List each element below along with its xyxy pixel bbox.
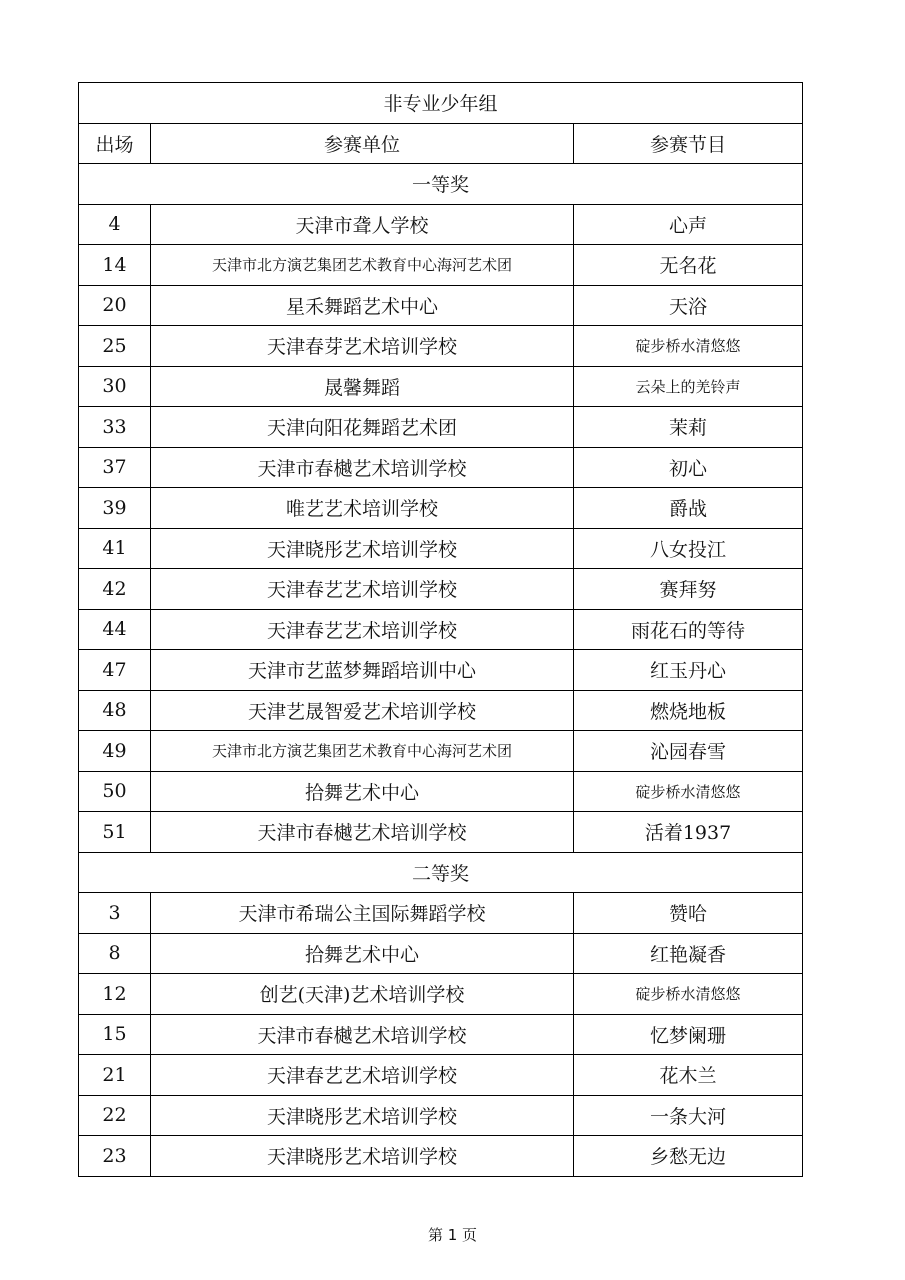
- cell-order: 20: [79, 285, 151, 326]
- cell-program: 无名花: [574, 245, 803, 286]
- cell-unit: 天津春艺艺术培训学校: [151, 609, 574, 650]
- header-order: 出场: [79, 123, 151, 164]
- cell-unit: 天津市聋人学校: [151, 204, 574, 245]
- header-unit: 参赛单位: [151, 123, 574, 164]
- cell-order: 41: [79, 528, 151, 569]
- cell-program: 初心: [574, 447, 803, 488]
- cell-order: 25: [79, 326, 151, 367]
- cell-program: 乡愁无边: [574, 1136, 803, 1177]
- table-row: [79, 690, 803, 731]
- table-row: [79, 609, 803, 650]
- cell-unit: 天津市北方演艺集团艺术教育中心海河艺术团: [151, 245, 574, 286]
- cell-order: 42: [79, 569, 151, 610]
- table-row: [79, 933, 803, 974]
- cell-order: 4: [79, 204, 151, 245]
- section-label: 二等奖: [79, 852, 803, 893]
- cell-order: 14: [79, 245, 151, 286]
- cell-order: 21: [79, 1055, 151, 1096]
- cell-order: 39: [79, 488, 151, 529]
- cell-program: 茉莉: [574, 407, 803, 448]
- cell-unit: 天津晓彤艺术培训学校: [151, 1136, 574, 1177]
- table-row: [79, 204, 803, 245]
- table-row: [79, 245, 803, 286]
- table-row: [79, 771, 803, 812]
- cell-program: 活着1937: [574, 812, 803, 853]
- table-row: [79, 1095, 803, 1136]
- table-row: [79, 893, 803, 934]
- table-row: [79, 285, 803, 326]
- table-row: [79, 528, 803, 569]
- cell-program: 燃烧地板: [574, 690, 803, 731]
- cell-unit: 天津向阳花舞蹈艺术团: [151, 407, 574, 448]
- cell-unit: 天津晓彤艺术培训学校: [151, 528, 574, 569]
- cell-order: 22: [79, 1095, 151, 1136]
- cell-program: 一条大河: [574, 1095, 803, 1136]
- cell-unit: 天津晓彤艺术培训学校: [151, 1095, 574, 1136]
- table-row: [79, 650, 803, 691]
- cell-unit: 拾舞艺术中心: [151, 933, 574, 974]
- table-row: [79, 488, 803, 529]
- cell-program: 红玉丹心: [574, 650, 803, 691]
- cell-unit: 天津市希瑞公主国际舞蹈学校: [151, 893, 574, 934]
- table-row: [79, 447, 803, 488]
- cell-unit: 星禾舞蹈艺术中心: [151, 285, 574, 326]
- cell-unit: 拾舞艺术中心: [151, 771, 574, 812]
- header-program: 参赛节目: [574, 123, 803, 164]
- section-row: [79, 852, 803, 893]
- table-row: [79, 731, 803, 772]
- cell-unit: 天津市北方演艺集团艺术教育中心海河艺术团: [151, 731, 574, 772]
- cell-unit: 创艺(天津)艺术培训学校: [151, 974, 574, 1015]
- cell-unit: 唯艺艺术培训学校: [151, 488, 574, 529]
- cell-program: 天浴: [574, 285, 803, 326]
- cell-program: 红艳凝香: [574, 933, 803, 974]
- cell-program: 忆梦阑珊: [574, 1014, 803, 1055]
- cell-unit: 天津市春樾艺术培训学校: [151, 1014, 574, 1055]
- cell-order: 50: [79, 771, 151, 812]
- cell-order: 3: [79, 893, 151, 934]
- table-row: [79, 1014, 803, 1055]
- cell-program: 八女投江: [574, 528, 803, 569]
- cell-order: 12: [79, 974, 151, 1015]
- cell-program: 赞哈: [574, 893, 803, 934]
- table-row: [79, 1136, 803, 1177]
- awards-table: [78, 82, 803, 1177]
- cell-program: 碇步桥水清悠悠: [574, 771, 803, 812]
- table-row: [79, 366, 803, 407]
- cell-unit: 天津春艺艺术培训学校: [151, 569, 574, 610]
- cell-program: 爵战: [574, 488, 803, 529]
- page-number: 第 1 页: [427, 1226, 478, 1244]
- cell-unit: 天津艺晟智爱艺术培训学校: [151, 690, 574, 731]
- cell-unit: 天津市艺蓝梦舞蹈培训中心: [151, 650, 574, 691]
- cell-order: 30: [79, 366, 151, 407]
- cell-unit: 天津市春樾艺术培训学校: [151, 447, 574, 488]
- table-row: [79, 974, 803, 1015]
- cell-order: 48: [79, 690, 151, 731]
- table-title: 非专业少年组: [79, 83, 803, 124]
- cell-unit: 晟馨舞蹈: [151, 366, 574, 407]
- cell-program: 雨花石的等待: [574, 609, 803, 650]
- cell-program: 云朵上的羌铃声: [574, 366, 803, 407]
- cell-order: 15: [79, 1014, 151, 1055]
- cell-order: 37: [79, 447, 151, 488]
- table-row: [79, 407, 803, 448]
- table-row: [79, 1055, 803, 1096]
- cell-program: 赛拜努: [574, 569, 803, 610]
- section-row: [79, 164, 803, 205]
- table-row: [79, 569, 803, 610]
- cell-order: 51: [79, 812, 151, 853]
- cell-order: 44: [79, 609, 151, 650]
- cell-unit: 天津市春樾艺术培训学校: [151, 812, 574, 853]
- section-label: 一等奖: [79, 164, 803, 205]
- cell-program: 沁园春雪: [574, 731, 803, 772]
- cell-order: 23: [79, 1136, 151, 1177]
- title-row: [79, 83, 803, 124]
- header-row: [79, 123, 803, 164]
- cell-program: 花木兰: [574, 1055, 803, 1096]
- cell-unit: 天津春芽艺术培训学校: [151, 326, 574, 367]
- cell-order: 47: [79, 650, 151, 691]
- table-row: [79, 812, 803, 853]
- cell-order: 8: [79, 933, 151, 974]
- cell-order: 33: [79, 407, 151, 448]
- table-row: [79, 326, 803, 367]
- cell-program: 心声: [574, 204, 803, 245]
- cell-unit: 天津春艺艺术培训学校: [151, 1055, 574, 1096]
- cell-program: 碇步桥水清悠悠: [574, 974, 803, 1015]
- cell-program: 碇步桥水清悠悠: [574, 326, 803, 367]
- cell-order: 49: [79, 731, 151, 772]
